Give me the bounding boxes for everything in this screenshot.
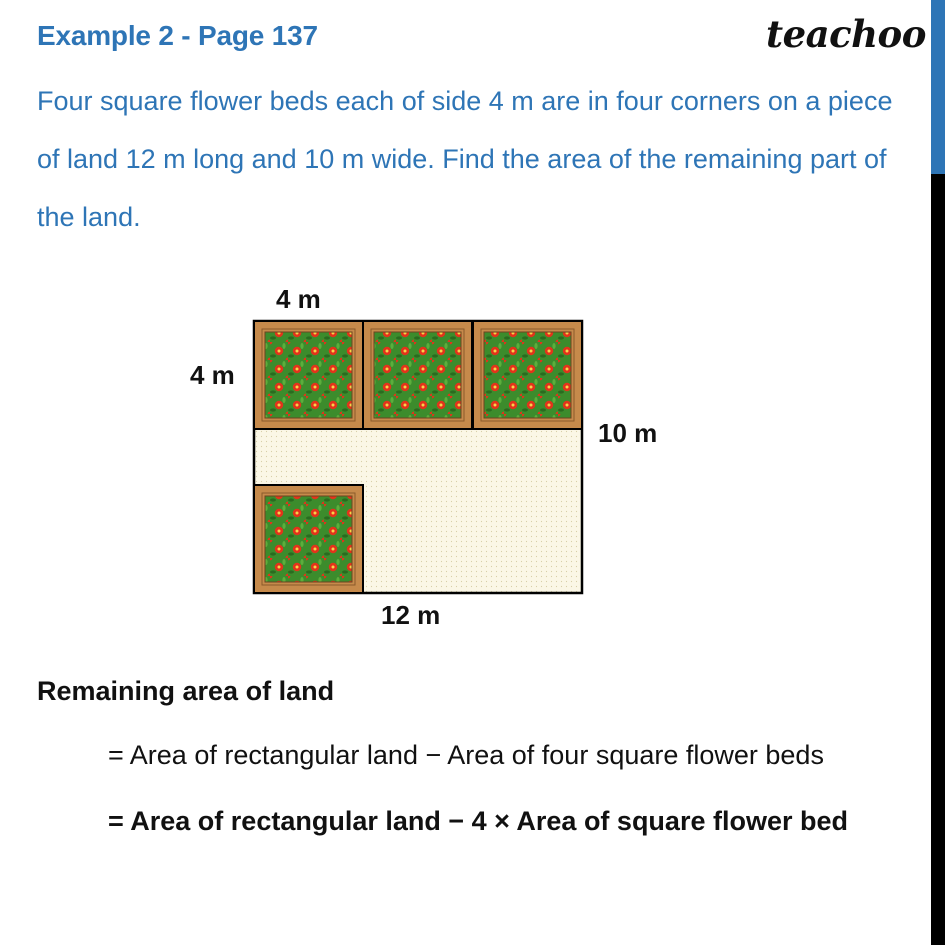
land-length-label: 12 m	[381, 600, 441, 630]
flower-bed	[363, 321, 472, 429]
flower-bed	[254, 485, 363, 593]
example-heading: Example 2 - Page 137	[37, 20, 318, 51]
solution-title: Remaining area of land	[37, 676, 335, 706]
land-width-label: 10 m	[598, 418, 658, 448]
scrollbar-thumb[interactable]	[931, 0, 945, 174]
flower-bed	[473, 321, 582, 429]
flower-bed	[254, 321, 363, 429]
question-text: Four square flower beds each of side 4 m are in four corners on a piece of land 12 m long and 10 m wide. Find the area of the remaining part of the land.	[37, 86, 893, 232]
solution-step-1: = Area of rectangular land − Area of four square flower beds	[108, 740, 824, 770]
teachoo-logo[interactable]: teachoo	[766, 12, 926, 56]
solution-step-2: = Area of rectangular land − 4 × Area of square flower bed	[108, 806, 848, 836]
bed-width-label: 4 m	[276, 284, 321, 314]
bed-height-label: 4 m	[190, 360, 235, 390]
scrollbar[interactable]	[931, 0, 945, 945]
